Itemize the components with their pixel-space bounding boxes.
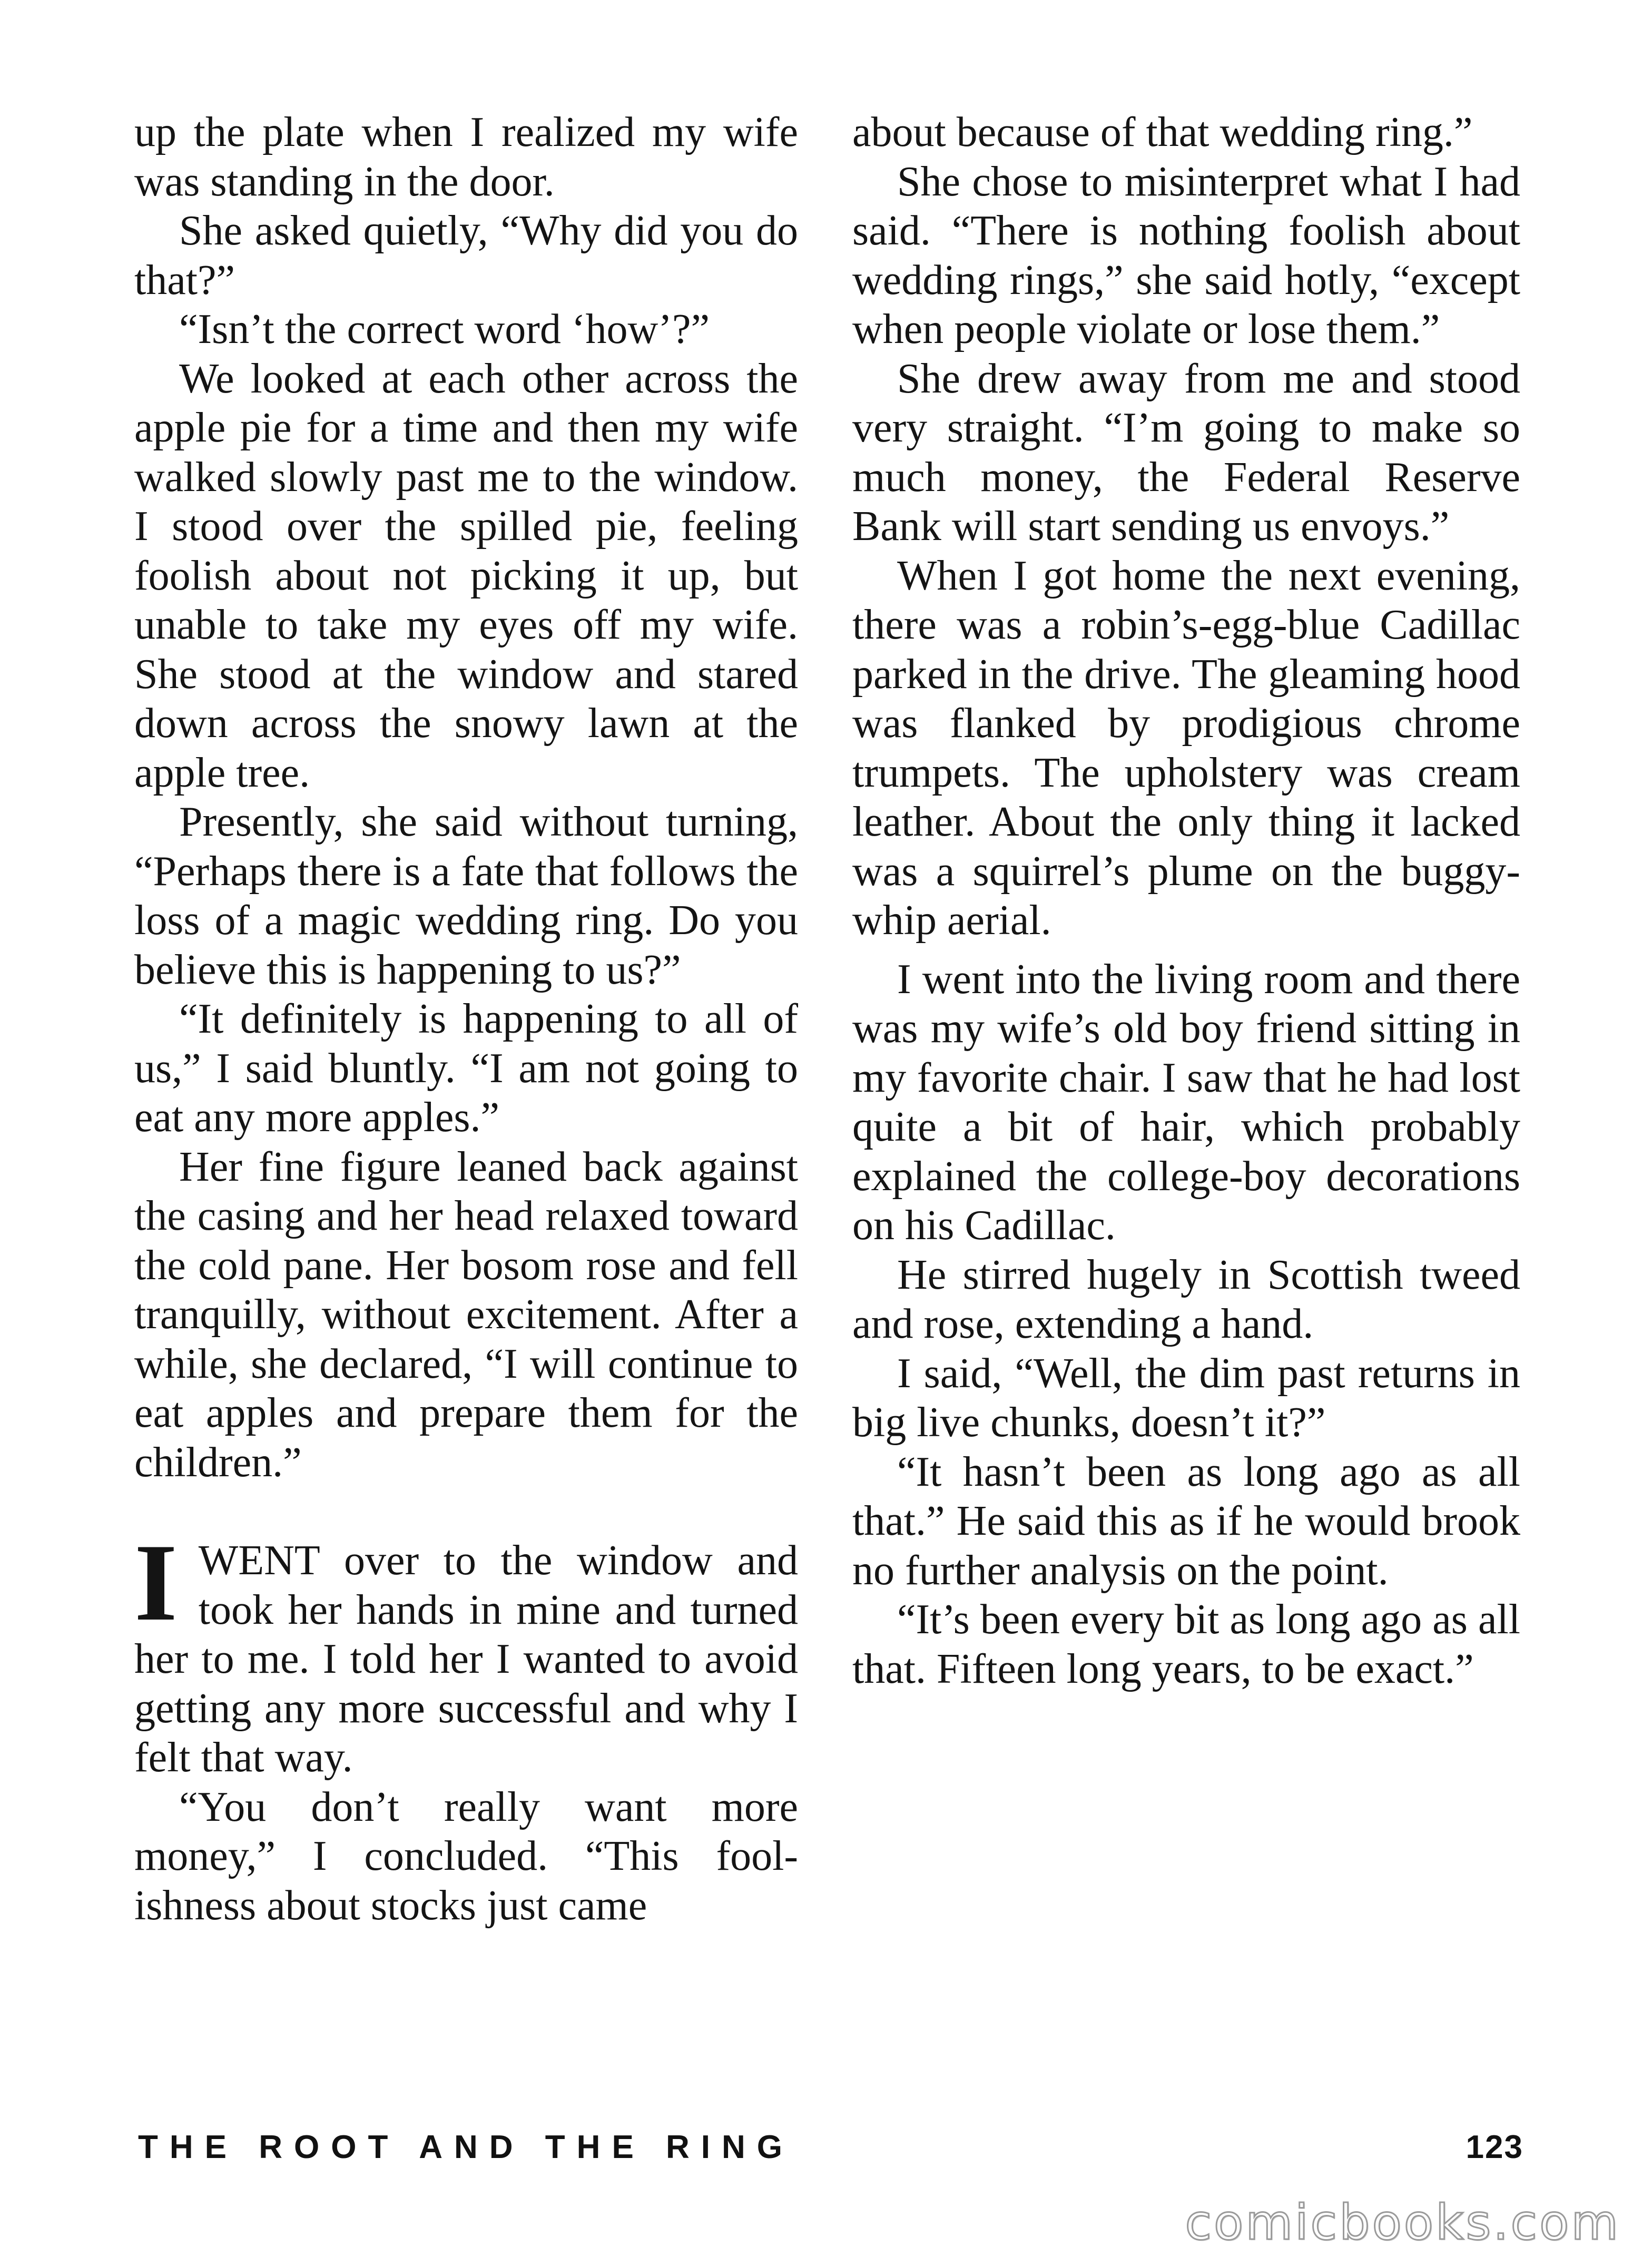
paragraph: up the plate when I realized my wife was standing in the door. bbox=[134, 109, 798, 205]
paragraph: He stirred hugely in Scottish tweed and rose, extending a hand. bbox=[852, 1251, 1520, 1347]
paragraph: I went into the living room and there was my wife’s old boy friend sitting in my favorite chair. I saw that he had lost quite a bit of hair, which probably explained the college-boy decorations on his Cadillac. bbox=[852, 956, 1520, 1249]
paragraph: We looked at each other across the apple pie for a time and then my wife walked slowly past me to the window. I stood over the spilled pie, feeling foolish about not picking it up, but unable to take my eyes off my wife. She stood at the window and stared down across the snowy lawn at the apple tree. bbox=[134, 355, 798, 796]
paragraph: She chose to misinterpret what I had said. “There is nothing foolish about wedding rings,” she said hotly, “except when people violate or lose them.” bbox=[852, 158, 1520, 352]
right-text-column bbox=[852, 108, 1520, 1694]
page-number: 123 bbox=[1466, 2129, 1523, 2165]
left-text-column bbox=[134, 108, 798, 1930]
paragraph: “Isn’t the correct word ‘how’?” bbox=[179, 306, 710, 352]
paragraph: about because of that wedding ring.” bbox=[852, 109, 1473, 155]
drop-cap: I bbox=[134, 1522, 178, 1644]
watermark: comicbooks.com bbox=[1185, 2194, 1620, 2251]
page-footer bbox=[138, 2129, 1523, 2176]
paragraph: She asked quietly, “Why did you do that?” bbox=[134, 208, 798, 303]
paragraph: I said, “Well, the dim past returns in big live chunks, doesn’t it?” bbox=[852, 1350, 1520, 1446]
paragraph: When I got home the next evening, there was a robin’s-egg-blue Cadillac parked in the drive. The gleaming hood was flanked by prodigious chrome trumpets. The upholstery was cream leather. About the only thing it lacked was a squirrel’s plume on the buggy-whip aerial. bbox=[852, 552, 1520, 944]
section-opening-paragraph bbox=[134, 1522, 798, 1783]
paragraph: Presently, she said without turning, “Perhaps there is a fate that follows the loss of a magic wedding ring. Do you believe this is happening to us?” bbox=[134, 799, 798, 993]
paragraph: “You don’t really want more money,” I concluded. “This foolishness about stocks just came bbox=[134, 1783, 798, 1929]
paragraph: “It definitely is happening to all of us,” I said bluntly. “I am not going to eat any more apples.” bbox=[134, 996, 798, 1141]
paragraph: “It’s been every bit as long ago as all that. Fifteen long years, to be exact.” bbox=[852, 1596, 1520, 1692]
paragraph: She drew away from me and stood very straight. “I’m going to make so much money, the Federal Reserve Bank will start sending us envoys.” bbox=[852, 355, 1520, 550]
paragraph: Her fine figure leaned back against the casing and her head relaxed toward the cold pane. Her bosom rose and fell tranquilly, without excitement. After a while, she declared, “I will continue to eat apples and prepare them for the children.” bbox=[134, 1143, 798, 1486]
paragraph-text: WENT over to the window and took her hands in mine and turned her to me. I told her I wanted to avoid getting any more successful and why I felt that way. bbox=[134, 1537, 798, 1781]
running-title: THE ROOT AND THE RING bbox=[138, 2129, 794, 2165]
paragraph: “It hasn’t been as long ago as all that.” He said this as if he would brook no further analysis on the point. bbox=[852, 1448, 1520, 1594]
